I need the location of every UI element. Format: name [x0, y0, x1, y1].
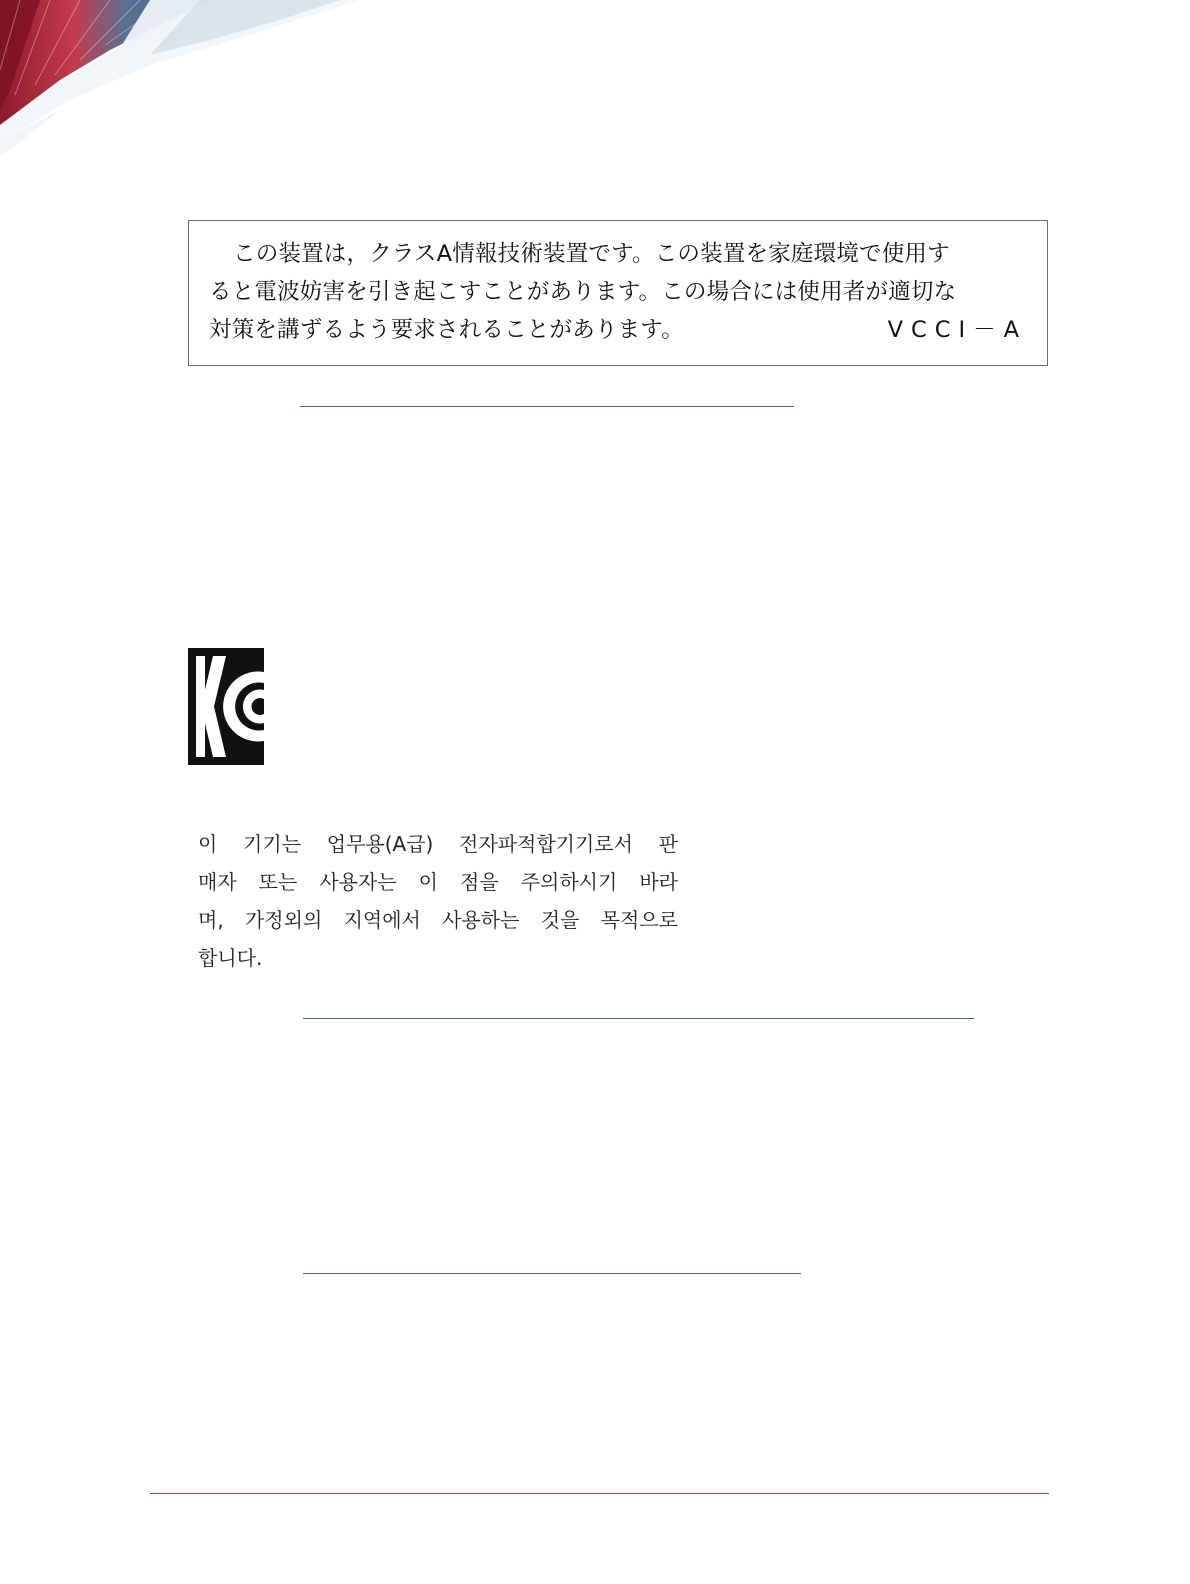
vcci-notice-line: 対策を講ずるよう要求されることがあります。 — [209, 317, 684, 343]
footer-divider — [150, 1493, 1049, 1494]
vcci-notice-box — [188, 220, 1048, 366]
kc-notice-line: 합니다. — [198, 946, 263, 970]
vcci-notice-line: この装置は，クラスA情報技術装置です。この装置を家庭環境で使用す — [233, 241, 950, 267]
kc-notice-text — [198, 825, 678, 977]
section-divider — [303, 1273, 801, 1274]
section-divider — [300, 406, 794, 407]
corner-banner-graphic — [0, 0, 380, 160]
vcci-class-code: VCCI－A — [887, 317, 1027, 343]
vcci-notice-last-row — [209, 311, 1029, 349]
section-divider — [303, 1018, 974, 1019]
vcci-notice-line: ると電波妨害を引き起こすことがあります。この場合には使用者が適切な — [209, 279, 957, 305]
kc-notice-line: 며, 가정외의 지역에서 사용하는 것을 목적으로 — [198, 908, 678, 932]
kc-notice-line: 이 기기는 업무용(A급) 전자파적합기기로서 판 — [198, 832, 678, 856]
kc-certification-mark-icon — [188, 648, 264, 765]
kc-notice-line: 매자 또는 사용자는 이 점을 주의하시기 바라 — [198, 870, 678, 894]
